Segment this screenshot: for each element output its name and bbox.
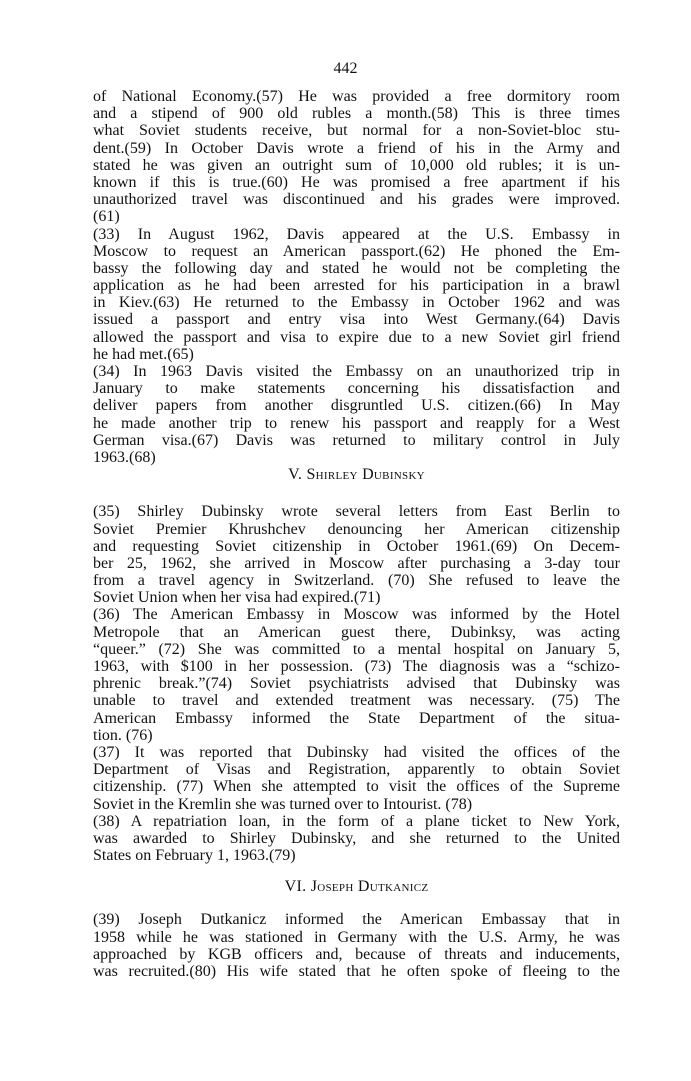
document-body (93, 88, 620, 980)
text-line: (36) The American Embassy in Moscow was informed by the Hotel (93, 606, 620, 624)
paragraph (93, 503, 620, 606)
text-line: known if this is true.(60) He was promised a free apartment if his (93, 173, 620, 191)
text-line: States on February 1, 1963.(79) (93, 847, 296, 865)
text-line: dent.(59) In October Davis wrote a friend of his in the Army and (93, 139, 620, 157)
text-line: Soviet Union when her visa had expired.(71) (93, 589, 381, 607)
text-line: was recruited.(80) His wife stated that he often spoke of fleeing to the (93, 963, 620, 980)
paragraph (93, 813, 620, 865)
paragraph (93, 363, 620, 466)
paragraph (93, 226, 620, 364)
text-line: he had met.(65) (93, 345, 194, 363)
text-line: was awarded to Shirley Dubinsky, and she returned to the United (93, 829, 620, 847)
text-line: tion. (76) (93, 726, 153, 744)
text-line: citizenship. (77) When she attempted to visit the offices of the Supreme (93, 778, 620, 796)
text-line: and requesting Soviet citizenship in October 1961.(69) On Decem- (93, 537, 620, 555)
text-line: January to make statements concerning his dissatisfaction and (93, 380, 620, 398)
text-line: in Kiev.(63) He returned to the Embassy in October 1962 and was (93, 294, 620, 312)
paragraph (93, 606, 620, 744)
text-line: application as he had been arrested for his participation in a brawl (93, 277, 620, 295)
text-line: ber 25, 1962, she arrived in Moscow after purchasing a 3-day tour (93, 554, 620, 572)
text-line: Metropole that an American guest there, Dubinksy, was acting (93, 623, 620, 641)
text-line: “queer.” (72) She was committed to a mental hospital on January 5, (93, 640, 620, 658)
text-line: stated he was given an outright sum of 10,000 old rubles; it is un- (93, 156, 620, 174)
text-line: bassy the following day and stated he would not be completing the (93, 259, 620, 277)
text-line: American Embassy informed the State Department of the situa- (93, 709, 620, 727)
section-heading: VI. Joseph Dutkanicz (284, 878, 429, 896)
text-line: Department of Visas and Registration, apparently to obtain Soviet (93, 761, 620, 779)
text-line: (39) Joseph Dutkanicz informed the American Embassay that in (93, 911, 620, 929)
text-line: German visa.(67) Davis was returned to military control in July (93, 431, 620, 449)
text-line: and a stipend of 900 old rubles a month.(58) This is three times (93, 105, 620, 123)
text-line: issued a passport and entry visa into West Germany.(64) Davis (93, 311, 620, 329)
text-line: (33) In August 1962, Davis appeared at the U.S. Embassy in (93, 225, 620, 243)
text-line: allowed the passport and visa to expire due to a new Soviet girl friend (93, 328, 620, 346)
text-line: (34) In 1963 Davis visited the Embassy on an unauthorized trip in (93, 363, 620, 380)
text-line: Soviet Premier Khrushchev denouncing her American citizenship (93, 520, 620, 538)
text-line: what Soviet students receive, but normal for a non-Soviet-bloc stu- (93, 122, 620, 140)
section-heading: V. Shirley Dubinsky (288, 466, 425, 484)
text-line: deliver papers from another disgruntled U.S. citizen.(66) In May (93, 397, 620, 415)
text-line: unauthorized travel was discontinued and his grades were improved. (93, 191, 620, 209)
text-line: unable to travel and extended treatment was necessary. (75) The (93, 692, 620, 710)
text-line: phrenic break.”(74) Soviet psychiatrists advised that Dubinsky was (93, 675, 620, 693)
text-line: 1958 while he was stationed in Germany with the U.S. Army, he was (93, 928, 620, 946)
text-line: approached by KGB officers and, because of threats and inducements, (93, 945, 620, 963)
text-line: (37) It was reported that Dubinsky had visited the offices of the (93, 743, 620, 761)
text-line: from a travel agency in Switzerland. (70) She refused to leave the (93, 572, 620, 590)
text-line: 1963, with $100 in her possession. (73) The diagnosis was a “schizo- (93, 658, 620, 675)
paragraph (93, 88, 620, 226)
page-number: 442 (333, 60, 358, 77)
text-line: Soviet in the Kremlin she was turned over to Intourist. (78) (93, 795, 473, 813)
text-line: of National Economy.(57) He was provided a free dormitory room (93, 88, 620, 105)
paragraph (93, 911, 620, 980)
text-line: (38) A repatriation loan, in the form of a plane ticket to New York, (93, 812, 620, 830)
text-line: (61) (93, 208, 120, 226)
paragraph (93, 744, 620, 813)
text-line: he made another trip to renew his passport and reapply for a West (93, 414, 620, 432)
text-line: (35) Shirley Dubinsky wrote several letters from East Berlin to (93, 503, 620, 521)
text-line: Moscow to request an American passport.(62) He phoned the Em- (93, 242, 620, 260)
text-line: 1963.(68) (93, 448, 156, 466)
